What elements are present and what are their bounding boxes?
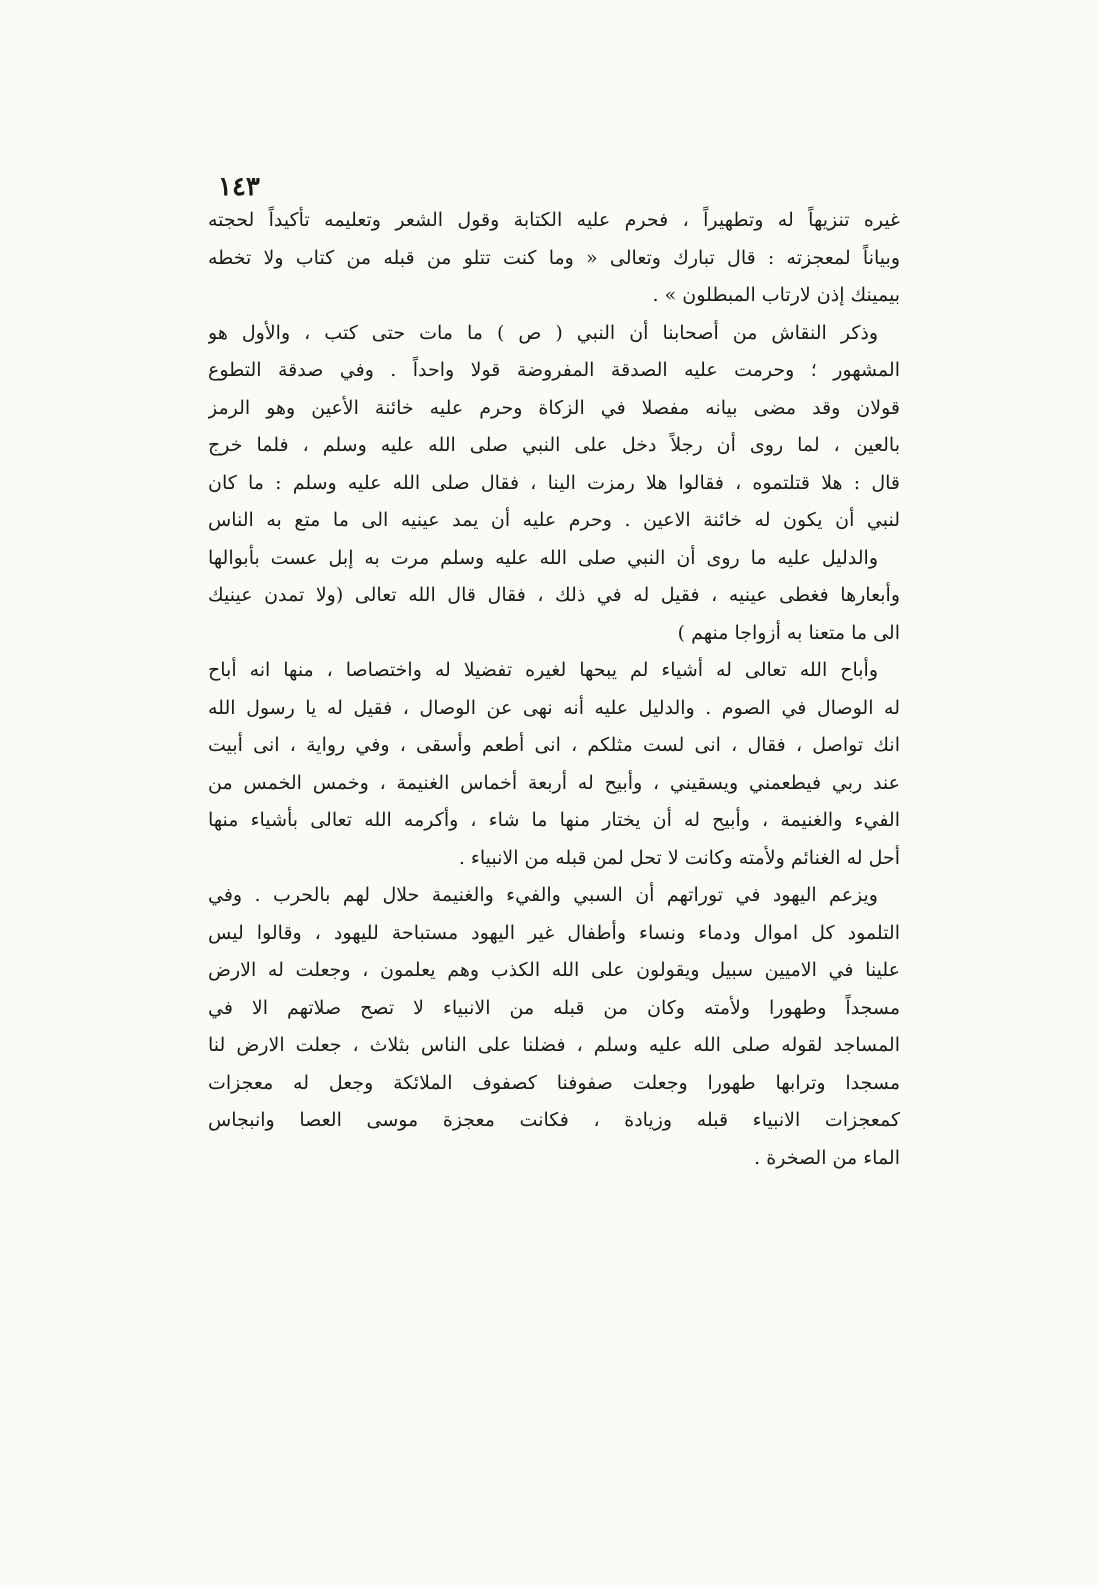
- text-line: المشهور ؛ وحرمت عليه الصدقة المفروضة قولا واحداً . وفي صدقة التطوع: [208, 359, 900, 381]
- text-line: وأبعارها فغطى عينيه ، فقيل له في ذلك ، فقال قال الله تعالى (ولا تمدن عينيك: [208, 584, 900, 606]
- text-line: انك تواصل ، فقال ، انى لست مثلكم ، انى أطعم وأسقى ، وفي رواية ، انى أبيت: [208, 734, 900, 756]
- text-line: الى ما متعنا به أزواجا منهم ): [677, 621, 900, 644]
- text-line: مسجداً وطهورا ولأمته وكان من قبله من الانبياء لا تصح صلاتهم الا في: [208, 996, 900, 1019]
- text-line: كمعجزات الانبياء قبله وزيادة ، فكانت معجزة موسى العصا وانبجاس: [208, 1109, 900, 1131]
- text-line: ويزعم اليهود في توراتهم أن السبي والفيء والغنيمة حلال لهم بالحرب . وفي: [208, 884, 878, 906]
- body-text: [208, 202, 900, 1177]
- text-line: مسجدا وترابها طهورا وجعلت صفوفنا كصفوف الملائكة وجعل له معجزات: [208, 1071, 900, 1094]
- text-line: والدليل عليه ما روى أن النبي صلى الله عليه وسلم مرت به إبل عست بأبوالها: [208, 546, 878, 569]
- text-line: غيره تنزيهاً له وتطهيراً ، فحرم عليه الكتابة وقول الشعر وتعليمه تأكيداً لحجته: [208, 209, 900, 231]
- text-line: وبياناً لمعجزته : قال تبارك وتعالى « وما كنت تتلو من قبله من كتاب ولا تخطه: [208, 246, 900, 269]
- text-line: أحل له الغنائم ولأمته وكانت لا تحل لمن قبله من الانبياء .: [458, 846, 900, 869]
- text-line: عند ربي فيطعمني ويسقيني ، وأبيح له أربعة أخماس الغنيمة ، وخمس الخمس من: [208, 771, 900, 794]
- text-line: الماء من الصخرة .: [754, 1146, 900, 1169]
- text-line: المساجد لقوله صلى الله عليه وسلم ، فضلنا على الناس بثلاث ، جعلت الارض لنا: [208, 1034, 900, 1056]
- text-line: قولان وقد مضى بيانه مفصلا في الزكاة وحرم عليه خائنة الأعين وهو الرمز: [208, 396, 900, 419]
- text-line: وذكر النقاش من أصحابنا أن النبي ( ص ) ما مات حتى كتب ، والأول هو: [208, 321, 878, 344]
- text-line: بيمينك إذن لارتاب المبطلون » .: [652, 284, 900, 306]
- text-line: وأباح الله تعالى له أشياء لم يبحها لغيره تفضيلا له واختصاصا ، منها انه أباح: [208, 659, 878, 681]
- text-line: التلمود كل اموال ودماء ونساء وأطفال غير اليهود مستباحة لليهود ، وقالوا ليس: [208, 921, 900, 944]
- text-line: الفيء والغنيمة ، وأبيح له أن يختار منها ما شاء ، وأكرمه الله تعالى بأشياء منها: [208, 809, 900, 831]
- text-line: بالعين ، لما روى أن رجلاً دخل على النبي صلى الله عليه وسلم ، فلما خرج: [208, 434, 900, 456]
- text-line: قال : هلا قتلتموه ، فقالوا هلا رمزت الينا ، فقال صلى الله عليه وسلم : ما كان: [208, 471, 900, 494]
- page-number: ١٤٣: [218, 172, 260, 202]
- text-line: لنبي أن يكون له خائنة الاعين . وحرم عليه أن يمد عينيه الى ما متع به الناس: [208, 509, 900, 531]
- text-line: علينا في الاميين سبيل ويقولون على الله الكذب وهم يعلمون ، وجعلت له الارض: [208, 959, 900, 981]
- text-line: له الوصال في الصوم . والدليل عليه أنه نهى عن الوصال ، فقيل له يا رسول الله: [208, 696, 900, 719]
